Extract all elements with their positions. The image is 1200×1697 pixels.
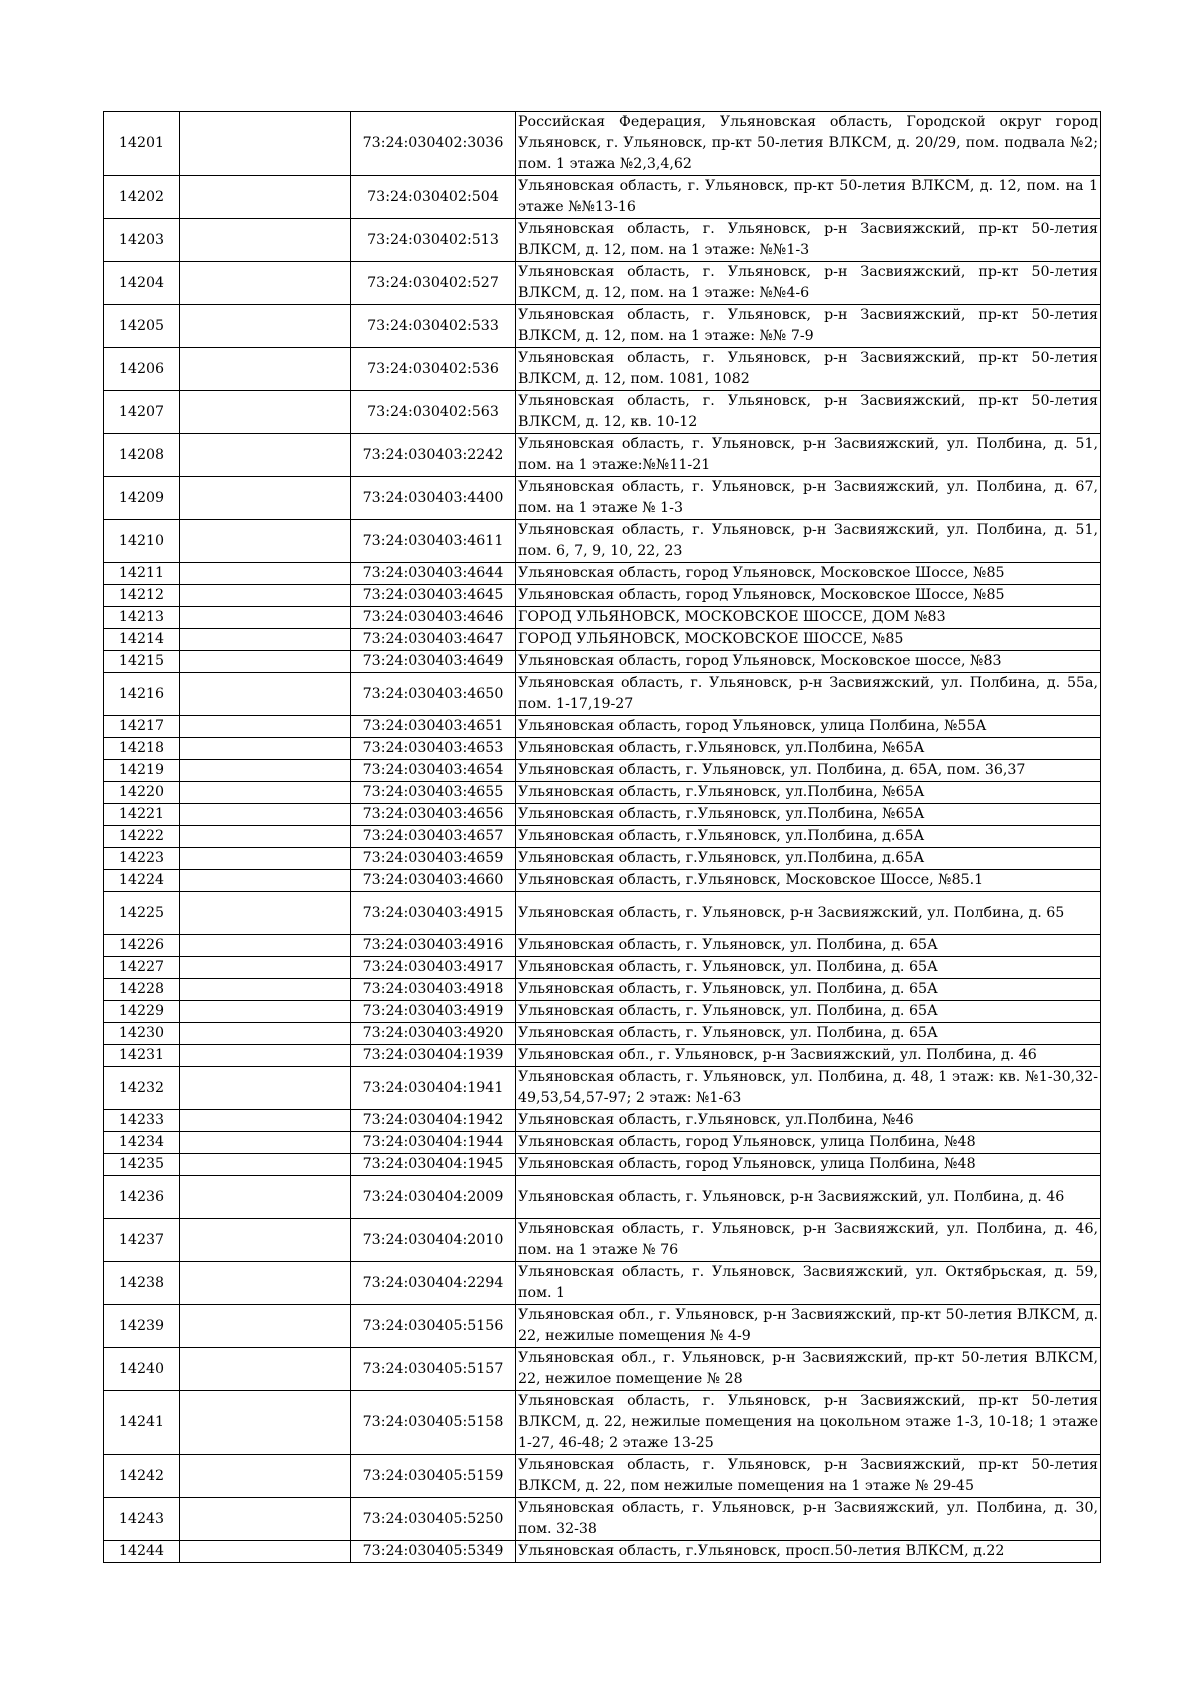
table-row bbox=[104, 1110, 1101, 1132]
table-row bbox=[104, 804, 1101, 826]
row-number: 14208 bbox=[104, 434, 180, 477]
row-number: 14243 bbox=[104, 1498, 180, 1541]
table-row bbox=[104, 219, 1101, 262]
address: Ульяновская область, г. Ульяновск, р-н Засвияжский, ул. Полбина, д. 55а, пом. 1-17,19-27 bbox=[516, 673, 1101, 716]
table-row bbox=[104, 716, 1101, 738]
address: Российская Федерация, Ульяновская область, Городской округ город Ульяновск, г. Ульяновск, пр-кт 50-летия ВЛКСМ, д. 20/29, пом. подвала №2; пом. 1 этажа №2,3,4,62 bbox=[516, 112, 1101, 176]
table-row bbox=[104, 673, 1101, 716]
table-row bbox=[104, 629, 1101, 651]
cadastral-number: 73:24:030405:5250 bbox=[351, 1498, 516, 1541]
cadastral-number: 73:24:030404:1941 bbox=[351, 1067, 516, 1110]
cadastral-number: 73:24:030403:4920 bbox=[351, 1023, 516, 1045]
table-row bbox=[104, 1219, 1101, 1262]
table-row bbox=[104, 848, 1101, 870]
cadastral-number: 73:24:030403:4646 bbox=[351, 607, 516, 629]
empty-cell bbox=[180, 716, 351, 738]
table-row bbox=[104, 477, 1101, 520]
cadastral-number: 73:24:030405:5156 bbox=[351, 1305, 516, 1348]
row-number: 14241 bbox=[104, 1391, 180, 1455]
table-row bbox=[104, 262, 1101, 305]
empty-cell bbox=[180, 1262, 351, 1305]
table-row bbox=[104, 1001, 1101, 1023]
address: Ульяновская область, г. Ульяновск, пр-кт 50-летия ВЛКСМ, д. 12, пом. на 1 этаже №№13-16 bbox=[516, 176, 1101, 219]
row-number: 14232 bbox=[104, 1067, 180, 1110]
cadastral-number: 73:24:030403:4659 bbox=[351, 848, 516, 870]
table-row bbox=[104, 520, 1101, 563]
row-number: 14206 bbox=[104, 348, 180, 391]
row-number: 14239 bbox=[104, 1305, 180, 1348]
table-row bbox=[104, 585, 1101, 607]
row-number: 14231 bbox=[104, 1045, 180, 1067]
address: Ульяновская область, г. Ульяновск, р-н Засвияжский, ул. Полбина, д. 46, пом. на 1 этаже № 76 bbox=[516, 1219, 1101, 1262]
cadastral-number: 73:24:030402:536 bbox=[351, 348, 516, 391]
empty-cell bbox=[180, 1154, 351, 1176]
empty-cell bbox=[180, 979, 351, 1001]
table-row bbox=[104, 1154, 1101, 1176]
address: Ульяновская область, г.Ульяновск, просп.50-летия ВЛКСМ, д.22 bbox=[516, 1541, 1101, 1563]
row-number: 14227 bbox=[104, 957, 180, 979]
address: Ульяновская область, г. Ульяновск, р-н Засвияжский, пр-кт 50-летия ВЛКСМ, д. 12, пом. 1081, 1082 bbox=[516, 348, 1101, 391]
address: Ульяновская область, г. Ульяновск, р-н Засвияжский, пр-кт 50-летия ВЛКСМ, д. 12, пом. на 1 этаже: №№1-3 bbox=[516, 219, 1101, 262]
empty-cell bbox=[180, 826, 351, 848]
cadastral-number: 73:24:030403:4611 bbox=[351, 520, 516, 563]
table-row bbox=[104, 434, 1101, 477]
row-number: 14244 bbox=[104, 1541, 180, 1563]
cadastral-number: 73:24:030403:4651 bbox=[351, 716, 516, 738]
row-number: 14229 bbox=[104, 1001, 180, 1023]
row-number: 14216 bbox=[104, 673, 180, 716]
address: Ульяновская область, город Ульяновск, улица Полбина, №55А bbox=[516, 716, 1101, 738]
table-row bbox=[104, 1305, 1101, 1348]
cadastral-number: 73:24:030405:5349 bbox=[351, 1541, 516, 1563]
empty-cell bbox=[180, 629, 351, 651]
address: Ульяновская область, г. Ульяновск, ул. Полбина, д. 65А bbox=[516, 1023, 1101, 1045]
empty-cell bbox=[180, 520, 351, 563]
row-number: 14217 bbox=[104, 716, 180, 738]
address: Ульяновская область, г. Ульяновск, р-н Засвияжский, ул. Полбина, д. 30, пом. 32-38 bbox=[516, 1498, 1101, 1541]
table-row bbox=[104, 1067, 1101, 1110]
address: Ульяновская область, г.Ульяновск, ул.Полбина, №65А bbox=[516, 782, 1101, 804]
row-number: 14203 bbox=[104, 219, 180, 262]
address: Ульяновская область, г. Ульяновск, ул. Полбина, д. 48, 1 этаж: кв. №1-30,32-49,53,54,57-97; 2 этаж: №1-63 bbox=[516, 1067, 1101, 1110]
row-number: 14228 bbox=[104, 979, 180, 1001]
row-number: 14222 bbox=[104, 826, 180, 848]
address: Ульяновская область, г.Ульяновск, ул.Полбина, д.65А bbox=[516, 848, 1101, 870]
cadastral-number: 73:24:030405:5157 bbox=[351, 1348, 516, 1391]
cadastral-number: 73:24:030404:2009 bbox=[351, 1176, 516, 1219]
address: Ульяновская область, город Ульяновск, Московское Шоссе, №85 bbox=[516, 585, 1101, 607]
row-number: 14240 bbox=[104, 1348, 180, 1391]
table-row bbox=[104, 1348, 1101, 1391]
empty-cell bbox=[180, 957, 351, 979]
address: Ульяновская обл., г. Ульяновск, р-н Засвияжский, пр-кт 50-летия ВЛКСМ, д. 22, нежилые помещения № 4-9 bbox=[516, 1305, 1101, 1348]
row-number: 14212 bbox=[104, 585, 180, 607]
cadastral-number: 73:24:030403:4649 bbox=[351, 651, 516, 673]
row-number: 14202 bbox=[104, 176, 180, 219]
empty-cell bbox=[180, 1132, 351, 1154]
table-row bbox=[104, 957, 1101, 979]
row-number: 14207 bbox=[104, 391, 180, 434]
row-number: 14213 bbox=[104, 607, 180, 629]
address: Ульяновская область, г. Ульяновск, р-н Засвияжский, ул. Полбина, д. 67, пом. на 1 этаже № 1-3 bbox=[516, 477, 1101, 520]
empty-cell bbox=[180, 219, 351, 262]
row-number: 14218 bbox=[104, 738, 180, 760]
table-row bbox=[104, 563, 1101, 585]
table-row bbox=[104, 112, 1101, 176]
address: Ульяновская область, г. Ульяновск, р-н Засвияжский, пр-кт 50-летия ВЛКСМ, д. 12, кв. 10-12 bbox=[516, 391, 1101, 434]
cadastral-number: 73:24:030403:4657 bbox=[351, 826, 516, 848]
address: Ульяновская область, г.Ульяновск, ул.Полбина, №65А bbox=[516, 804, 1101, 826]
cadastral-number: 73:24:030403:4400 bbox=[351, 477, 516, 520]
empty-cell bbox=[180, 262, 351, 305]
address: Ульяновская область, г. Ульяновск, р-н Засвияжский, ул. Полбина, д. 65 bbox=[516, 892, 1101, 935]
empty-cell bbox=[180, 112, 351, 176]
address: Ульяновская обл., г. Ульяновск, р-н Засвияжский, ул. Полбина, д. 46 bbox=[516, 1045, 1101, 1067]
row-number: 14225 bbox=[104, 892, 180, 935]
empty-cell bbox=[180, 176, 351, 219]
empty-cell bbox=[180, 673, 351, 716]
cadastral-number: 73:24:030403:4653 bbox=[351, 738, 516, 760]
empty-cell bbox=[180, 738, 351, 760]
row-number: 14204 bbox=[104, 262, 180, 305]
address: Ульяновская область, город Ульяновск, Московское Шоссе, №85 bbox=[516, 563, 1101, 585]
cadastral-number: 73:24:030403:4650 bbox=[351, 673, 516, 716]
address: Ульяновская область, г. Ульяновск, ул. Полбина, д. 65А bbox=[516, 979, 1101, 1001]
table-row bbox=[104, 1455, 1101, 1498]
empty-cell bbox=[180, 892, 351, 935]
cadastral-number: 73:24:030403:4918 bbox=[351, 979, 516, 1001]
row-number: 14235 bbox=[104, 1154, 180, 1176]
cadastral-number: 73:24:030403:4644 bbox=[351, 563, 516, 585]
table-row bbox=[104, 979, 1101, 1001]
address: Ульяновская область, город Ульяновск, улица Полбина, №48 bbox=[516, 1154, 1101, 1176]
cadastral-number: 73:24:030403:4917 bbox=[351, 957, 516, 979]
cadastral-number: 73:24:030403:4654 bbox=[351, 760, 516, 782]
cadastral-number: 73:24:030402:3036 bbox=[351, 112, 516, 176]
row-number: 14238 bbox=[104, 1262, 180, 1305]
table-row bbox=[104, 1541, 1101, 1563]
address: Ульяновская область, город Ульяновск, улица Полбина, №48 bbox=[516, 1132, 1101, 1154]
table-row bbox=[104, 391, 1101, 434]
empty-cell bbox=[180, 563, 351, 585]
table-row bbox=[104, 1391, 1101, 1455]
cadastral-number: 73:24:030402:533 bbox=[351, 305, 516, 348]
address: Ульяновская область, г. Ульяновск, Засвияжский, ул. Октябрьская, д. 59, пом. 1 bbox=[516, 1262, 1101, 1305]
address: Ульяновская область, г. Ульяновск, р-н Засвияжский, пр-кт 50-летия ВЛКСМ, д. 12, пом. на 1 этаже: №№ 7-9 bbox=[516, 305, 1101, 348]
address: Ульяновская область, г. Ульяновск, ул. Полбина, д. 65А, пом. 36,37 bbox=[516, 760, 1101, 782]
table-body bbox=[104, 112, 1101, 1563]
address: Ульяновская область, г. Ульяновск, ул. Полбина, д. 65А bbox=[516, 1001, 1101, 1023]
cadastral-number: 73:24:030403:4660 bbox=[351, 870, 516, 892]
table-row bbox=[104, 826, 1101, 848]
table-row bbox=[104, 892, 1101, 935]
row-number: 14219 bbox=[104, 760, 180, 782]
empty-cell bbox=[180, 1023, 351, 1045]
empty-cell bbox=[180, 782, 351, 804]
address: Ульяновская область, г.Ульяновск, ул.Полбина, №65А bbox=[516, 738, 1101, 760]
row-number: 14223 bbox=[104, 848, 180, 870]
address: Ульяновская область, г. Ульяновск, р-н Засвияжский, пр-кт 50-летия ВЛКСМ, д. 22, пом нежилые помещения на 1 этаже № 29-45 bbox=[516, 1455, 1101, 1498]
address: Ульяновская обл., г. Ульяновск, р-н Засвияжский, пр-кт 50-летия ВЛКСМ, 22, нежилое помещение № 28 bbox=[516, 1348, 1101, 1391]
row-number: 14236 bbox=[104, 1176, 180, 1219]
row-number: 14224 bbox=[104, 870, 180, 892]
row-number: 14221 bbox=[104, 804, 180, 826]
cadastral-number: 73:24:030404:1944 bbox=[351, 1132, 516, 1154]
cadastral-number: 73:24:030402:504 bbox=[351, 176, 516, 219]
cadastral-number: 73:24:030405:5158 bbox=[351, 1391, 516, 1455]
empty-cell bbox=[180, 1067, 351, 1110]
address: ГОРОД УЛЬЯНОВСК, МОСКОВСКОЕ ШОССЕ, ДОМ №83 bbox=[516, 607, 1101, 629]
empty-cell bbox=[180, 434, 351, 477]
cadastral-number: 73:24:030403:4647 bbox=[351, 629, 516, 651]
table-row bbox=[104, 1132, 1101, 1154]
empty-cell bbox=[180, 305, 351, 348]
cadastral-number: 73:24:030403:4916 bbox=[351, 935, 516, 957]
cadastral-number: 73:24:030403:4656 bbox=[351, 804, 516, 826]
empty-cell bbox=[180, 1541, 351, 1563]
cadastral-number: 73:24:030404:1939 bbox=[351, 1045, 516, 1067]
cadastral-number: 73:24:030405:5159 bbox=[351, 1455, 516, 1498]
table-row bbox=[104, 1498, 1101, 1541]
row-number: 14233 bbox=[104, 1110, 180, 1132]
table-row bbox=[104, 305, 1101, 348]
property-registry-table bbox=[103, 111, 1101, 1563]
empty-cell bbox=[180, 848, 351, 870]
address: Ульяновская область, г. Ульяновск, р-н Засвияжский, ул. Полбина, д. 51, пом. на 1 этаже:№№11-21 bbox=[516, 434, 1101, 477]
address: Ульяновская область, г.Ульяновск, ул.Полбина, №46 bbox=[516, 1110, 1101, 1132]
row-number: 14211 bbox=[104, 563, 180, 585]
cadastral-number: 73:24:030402:563 bbox=[351, 391, 516, 434]
empty-cell bbox=[180, 1001, 351, 1023]
address: Ульяновская область, г.Ульяновск, Московское Шоссе, №85.1 bbox=[516, 870, 1101, 892]
address: ГОРОД УЛЬЯНОВСК, МОСКОВСКОЕ ШОССЕ, №85 bbox=[516, 629, 1101, 651]
table-row bbox=[104, 1176, 1101, 1219]
address: Ульяновская область, г. Ульяновск, р-н Засвияжский, ул. Полбина, д. 51, пом. 6, 7, 9, 10, 22, 23 bbox=[516, 520, 1101, 563]
row-number: 14209 bbox=[104, 477, 180, 520]
cadastral-number: 73:24:030404:1942 bbox=[351, 1110, 516, 1132]
cadastral-number: 73:24:030403:2242 bbox=[351, 434, 516, 477]
address: Ульяновская область, г.Ульяновск, ул.Полбина, д.65А bbox=[516, 826, 1101, 848]
address: Ульяновская область, г. Ульяновск, ул. Полбина, д. 65А bbox=[516, 957, 1101, 979]
row-number: 14214 bbox=[104, 629, 180, 651]
row-number: 14201 bbox=[104, 112, 180, 176]
cadastral-number: 73:24:030403:4645 bbox=[351, 585, 516, 607]
empty-cell bbox=[180, 935, 351, 957]
cadastral-number: 73:24:030403:4915 bbox=[351, 892, 516, 935]
empty-cell bbox=[180, 477, 351, 520]
address: Ульяновская область, г. Ульяновск, р-н Засвияжский, пр-кт 50-летия ВЛКСМ, д. 22, нежилые помещения на цокольном этаже 1-3, 10-18; 1 этаже 1-27, 46-48; 2 этаже 13-25 bbox=[516, 1391, 1101, 1455]
table-row bbox=[104, 870, 1101, 892]
empty-cell bbox=[180, 391, 351, 434]
empty-cell bbox=[180, 651, 351, 673]
table-row bbox=[104, 651, 1101, 673]
cadastral-number: 73:24:030403:4919 bbox=[351, 1001, 516, 1023]
empty-cell bbox=[180, 1498, 351, 1541]
empty-cell bbox=[180, 1176, 351, 1219]
empty-cell bbox=[180, 607, 351, 629]
empty-cell bbox=[180, 585, 351, 607]
table-row bbox=[104, 1023, 1101, 1045]
cadastral-number: 73:24:030402:527 bbox=[351, 262, 516, 305]
address: Ульяновская область, г. Ульяновск, ул. Полбина, д. 65А bbox=[516, 935, 1101, 957]
row-number: 14210 bbox=[104, 520, 180, 563]
table-row bbox=[104, 1045, 1101, 1067]
table-row bbox=[104, 607, 1101, 629]
empty-cell bbox=[180, 1455, 351, 1498]
row-number: 14226 bbox=[104, 935, 180, 957]
empty-cell bbox=[180, 1045, 351, 1067]
cadastral-number: 73:24:030404:2294 bbox=[351, 1262, 516, 1305]
address: Ульяновская область, г. Ульяновск, р-н Засвияжский, пр-кт 50-летия ВЛКСМ, д. 12, пом. на 1 этаже: №№4-6 bbox=[516, 262, 1101, 305]
empty-cell bbox=[180, 348, 351, 391]
row-number: 14205 bbox=[104, 305, 180, 348]
table-row bbox=[104, 760, 1101, 782]
empty-cell bbox=[180, 1219, 351, 1262]
table-row bbox=[104, 935, 1101, 957]
table-row bbox=[104, 176, 1101, 219]
cadastral-number: 73:24:030403:4655 bbox=[351, 782, 516, 804]
row-number: 14237 bbox=[104, 1219, 180, 1262]
empty-cell bbox=[180, 870, 351, 892]
empty-cell bbox=[180, 1348, 351, 1391]
cadastral-number: 73:24:030404:1945 bbox=[351, 1154, 516, 1176]
address: Ульяновская область, г. Ульяновск, р-н Засвияжский, ул. Полбина, д. 46 bbox=[516, 1176, 1101, 1219]
row-number: 14242 bbox=[104, 1455, 180, 1498]
table-row bbox=[104, 738, 1101, 760]
row-number: 14220 bbox=[104, 782, 180, 804]
cadastral-number: 73:24:030402:513 bbox=[351, 219, 516, 262]
row-number: 14234 bbox=[104, 1132, 180, 1154]
empty-cell bbox=[180, 804, 351, 826]
table-row bbox=[104, 782, 1101, 804]
empty-cell bbox=[180, 1110, 351, 1132]
cadastral-number: 73:24:030404:2010 bbox=[351, 1219, 516, 1262]
address: Ульяновская область, город Ульяновск, Московское шоссе, №83 bbox=[516, 651, 1101, 673]
empty-cell bbox=[180, 1391, 351, 1455]
table-row bbox=[104, 348, 1101, 391]
empty-cell bbox=[180, 1305, 351, 1348]
row-number: 14215 bbox=[104, 651, 180, 673]
empty-cell bbox=[180, 760, 351, 782]
row-number: 14230 bbox=[104, 1023, 180, 1045]
table-row bbox=[104, 1262, 1101, 1305]
